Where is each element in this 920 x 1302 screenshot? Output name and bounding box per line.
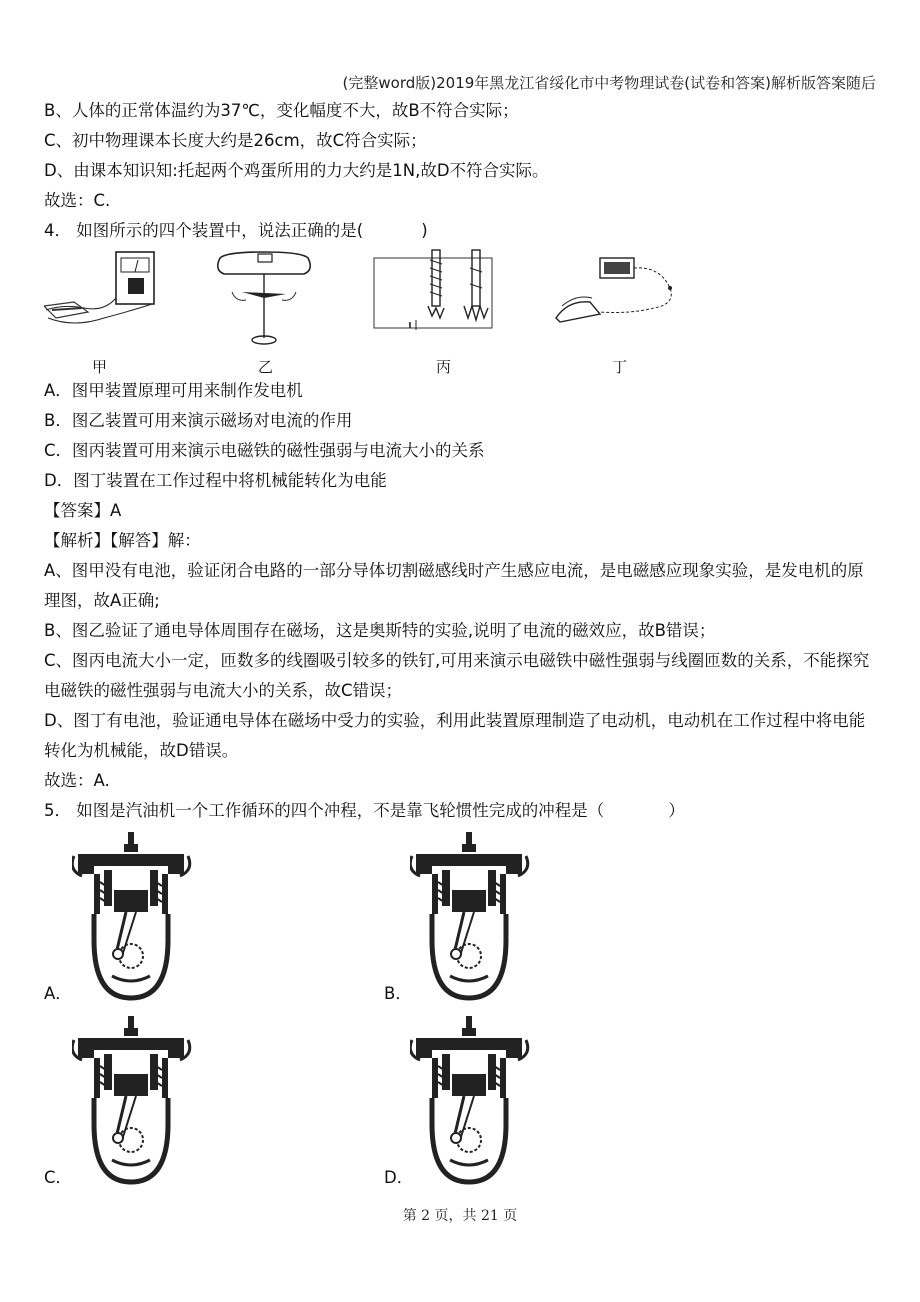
engine-stroke-c-image: [72, 1014, 194, 1186]
q4-answer: 【答案】A: [44, 501, 122, 520]
q4-option-c: C．图丙装置可用来演示电磁铁的磁性强弱与电流大小的关系: [44, 441, 485, 460]
q4-analysis-b: B、图乙验证了通电导体周围存在磁场，这是奥斯特的实验,说明了电流的磁效应，故B错误；: [44, 621, 716, 640]
page-content: [44, 96, 880, 1206]
q4-option-b: B．图乙装置可用来演示磁场对电流的作用: [44, 411, 353, 430]
q4-choice: 故选：A.: [44, 771, 110, 790]
engine-stroke-b-image: [410, 830, 532, 1002]
q4-stem-close: ): [421, 221, 428, 240]
q5-stem: [44, 796, 880, 826]
caption-ding: 丁: [612, 358, 628, 376]
q4-analysis-c: C、图丙电流大小一定，匝数多的线圈吸引较多的铁钉,可用来演示电磁铁中磁性强弱与线圈匝数的关系，不能探究电磁铁的磁性强弱与电流大小的关系，故C错误；: [44, 651, 870, 700]
caption-bing: 丙: [436, 358, 452, 376]
q4-stem-text: 4． 如图所示的四个装置中，说法正确的是(: [44, 221, 364, 240]
q3-option-d-explain: D、由课本知识知:托起两个鸡蛋所用的力大约是1N,故D不符合实际。: [44, 161, 549, 180]
q5-stem-close: ）: [668, 801, 685, 820]
caption-jia: 甲: [92, 358, 108, 376]
q3-choice: 故选：C.: [44, 191, 111, 210]
q5-stem-text: 5． 如图是汽油机一个工作循环的四个冲程，不是靠飞轮惯性完成的冲程是（: [44, 801, 605, 820]
figure-jia: [44, 248, 164, 353]
motor-principle-image: [550, 248, 690, 353]
q5-engine-figures: [44, 830, 880, 1206]
figure-yi: [214, 248, 314, 353]
engine-stroke-d-image: [410, 1014, 532, 1186]
q4-analysis-heading: 【解析】【解答】解：: [44, 531, 201, 550]
figure-bing: [370, 248, 500, 353]
engine-stroke-a-image: [72, 830, 194, 1002]
page-footer: 第 2 页，共 21 页: [402, 1208, 518, 1224]
q3-option-b-explain: B、人体的正常体温约为37℃，变化幅度不大，故B不符合实际；: [44, 101, 519, 120]
q5-option-c-label: C．: [44, 1168, 73, 1187]
q3-option-c-explain: C、初中物理课本长度大约是26cm，故C符合实际；: [44, 131, 427, 150]
q4-option-a: A．图甲装置原理可用来制作发电机: [44, 381, 303, 400]
oersted-experiment-image: [214, 248, 314, 353]
q4-analysis-a: A、图甲没有电池，验证闭合电路的一部分导体切割磁感线时产生感应电流，是电磁感应现象实验，是发电机的原理图，故A正确;: [44, 561, 864, 610]
electromagnet-circuit-image: [370, 248, 500, 353]
q5-option-b-label: B．: [384, 984, 412, 1003]
q5-option-a-label: A．: [44, 984, 72, 1003]
q4-stem: [44, 216, 880, 246]
q4-option-d: D．图丁装置在工作过程中将机械能转化为电能: [44, 471, 387, 490]
galvanometer-circuit-image: [44, 248, 164, 353]
figure-ding: [550, 248, 690, 353]
q5-option-d-label: D．: [384, 1168, 414, 1187]
caption-yi: 乙: [258, 358, 274, 376]
q4-figures: [44, 248, 880, 376]
q4-analysis-d: D、图丁有电池，验证通电导体在磁场中受力的实验，利用此装置原理制造了电动机，电动机在工作过程中将电能转化为机械能，故D错误。: [44, 711, 866, 760]
document-header: (完整word版)2019年黑龙江省绥化市中考物理试卷(试卷和答案)解析版答案随后: [342, 74, 876, 92]
